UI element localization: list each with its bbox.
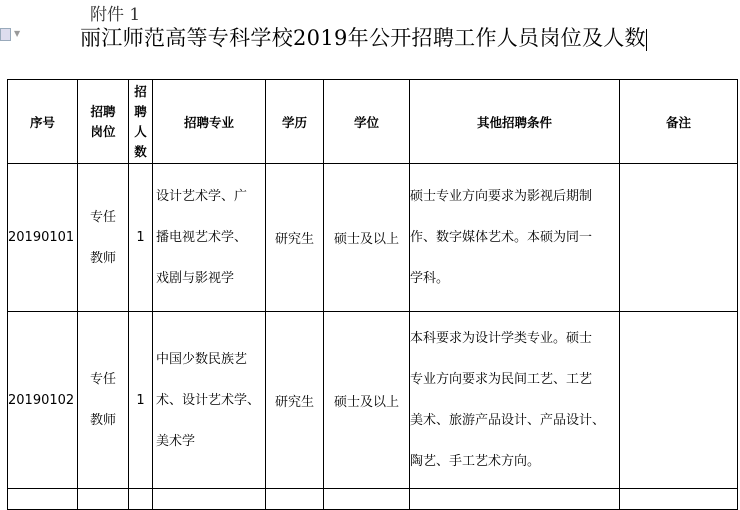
cell-line: 播电视艺术学、 <box>156 230 248 245</box>
cell-line: 专任 <box>89 372 116 387</box>
cell-major <box>153 164 266 312</box>
header-line: 数 <box>134 143 147 159</box>
cell-line: 学科。 <box>410 271 450 286</box>
cell-id: 20190102 <box>8 312 78 489</box>
cell-other <box>410 312 620 489</box>
cell-line: 本科要求为设计学类专业。硕士 <box>410 331 593 346</box>
cell-position <box>78 312 129 489</box>
page-title <box>80 22 647 52</box>
cell-count: 1 <box>129 312 153 489</box>
table-row <box>8 164 738 312</box>
cell-education: 研究生 <box>266 312 324 489</box>
cell-empty <box>324 489 410 510</box>
cell-count: 1 <box>129 164 153 312</box>
recruitment-table <box>7 79 738 510</box>
header-remarks: 备注 <box>620 80 738 164</box>
cell-line: 教师 <box>89 250 116 266</box>
title-text: 丽江师范高等专科学校2019年公开招聘工作人员岗位及人数 <box>80 26 646 50</box>
cell-line: 作、数字媒体艺术。本硕为同一 <box>410 230 593 245</box>
header-line: 聘 <box>134 103 147 119</box>
attachment-label: 附件 1 <box>90 5 141 25</box>
header-position <box>78 80 129 164</box>
cell-line: 术、设计艺术学、 <box>156 392 261 408</box>
cell-empty <box>129 489 153 510</box>
cell-empty <box>8 489 78 510</box>
cell-education: 研究生 <box>266 164 324 312</box>
header-other: 其他招聘条件 <box>410 80 620 164</box>
cell-line: 陶艺、手工艺术方向。 <box>410 454 541 469</box>
table-header-row <box>8 80 738 164</box>
cell-line: 设计艺术学、广 <box>156 189 248 204</box>
header-major: 招聘专业 <box>153 80 266 164</box>
cell-empty <box>153 489 266 510</box>
cell-empty <box>410 489 620 510</box>
cell-line: 专任 <box>89 209 116 225</box>
header-line: 岗位 <box>90 123 116 139</box>
dropdown-arrow-icon[interactable]: ▼ <box>14 29 21 38</box>
header-line: 人 <box>134 123 147 139</box>
header-count <box>129 80 153 164</box>
cell-empty <box>78 489 129 510</box>
cell-position <box>78 164 129 312</box>
header-degree: 学位 <box>324 80 410 164</box>
text-cursor <box>646 29 647 51</box>
cell-empty <box>266 489 324 510</box>
cell-empty <box>620 489 738 510</box>
cell-major <box>153 312 266 489</box>
cell-line: 美术学 <box>156 433 196 449</box>
header-line: 招聘 <box>90 103 116 119</box>
cell-line: 美术、旅游产品设计、产品设计、 <box>410 413 606 428</box>
header-line: 招 <box>134 83 147 99</box>
cell-id: 20190101 <box>8 164 78 312</box>
document-icon[interactable] <box>0 28 11 41</box>
cell-degree: 硕士及以上 <box>324 312 410 489</box>
cell-line: 教师 <box>89 413 116 428</box>
cell-line: 戏剧与影视学 <box>156 271 235 286</box>
header-education: 学历 <box>266 80 324 164</box>
table-row <box>8 312 738 489</box>
cell-remarks <box>620 312 738 489</box>
cell-line: 硕士专业方向要求为影视后期制 <box>410 189 593 204</box>
table-row-partial <box>8 489 738 510</box>
header-id: 序号 <box>8 80 78 164</box>
cell-degree: 硕士及以上 <box>324 164 410 312</box>
cell-remarks <box>620 164 738 312</box>
cell-line: 专业方向要求为民间工艺、工艺 <box>410 372 593 387</box>
cell-line: 中国少数民族艺 <box>156 351 248 367</box>
cell-other <box>410 164 620 312</box>
